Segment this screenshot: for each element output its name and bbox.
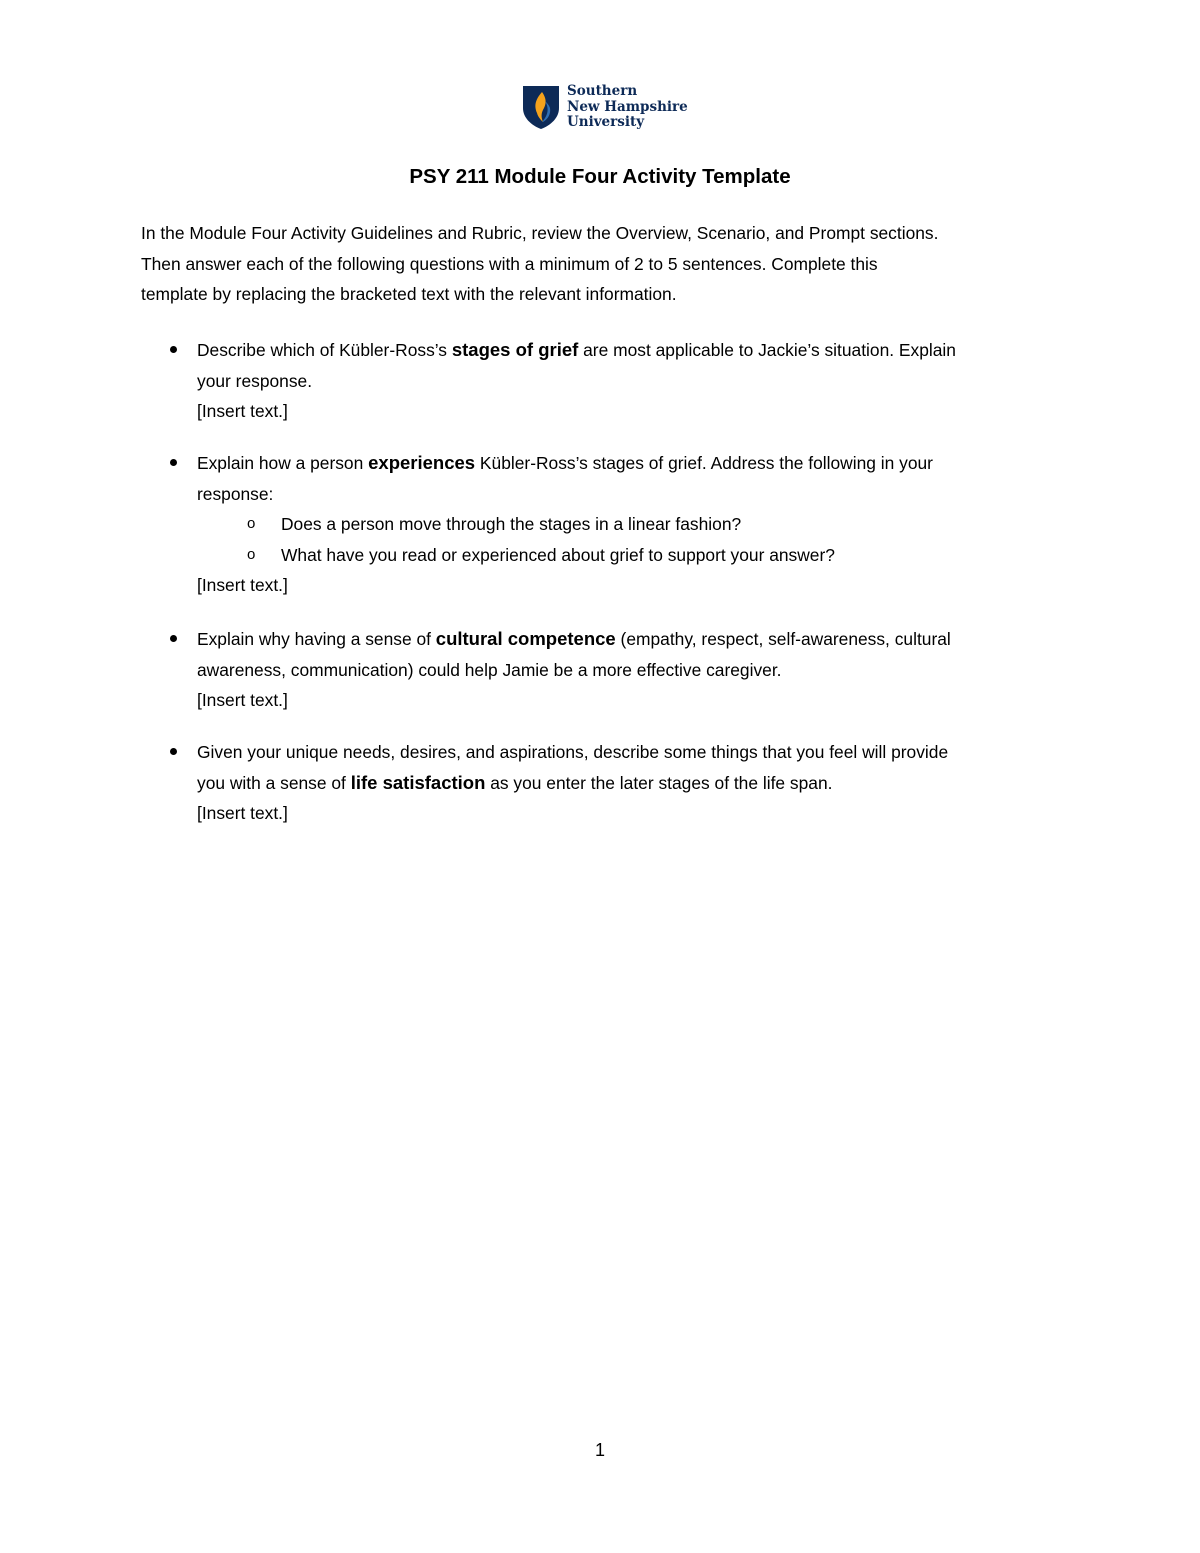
insert-text-placeholder[interactable]: [Insert text.] xyxy=(197,803,288,823)
question-text: (empathy, respect, self-awareness, cultural xyxy=(615,629,951,649)
sub-question-text: Does a person move through the stages in a linear fashion? xyxy=(281,514,742,534)
logo-line-1: Southern xyxy=(567,83,638,99)
logo-wordmark xyxy=(567,84,688,131)
question-4-line-2 xyxy=(197,768,1077,799)
sub-question-1 xyxy=(197,509,1077,540)
insert-text-placeholder[interactable]: [Insert text.] xyxy=(197,575,288,595)
page-number: 1 xyxy=(594,1440,605,1460)
intro-line-2: Then answer each of the following questions with a minimum of 2 to 5 sentences. Complete this xyxy=(141,253,878,274)
question-text: Explain why having a sense of xyxy=(197,629,436,649)
intro-line-3: template by replacing the bracketed text with the relevant information. xyxy=(141,284,677,304)
document-title: PSY 211 Module Four Activity Template xyxy=(409,165,791,188)
question-1 xyxy=(197,335,1077,427)
question-2 xyxy=(197,448,1077,601)
question-text: as you enter the later stages of the life span. xyxy=(485,772,833,793)
question-2-line-1 xyxy=(197,448,1077,479)
question-3-line-2: awareness, communication) could help Jamie be a more effective caregiver. xyxy=(197,659,782,680)
hollow-bullet-icon: o xyxy=(247,515,256,532)
question-keyword: stages of grief xyxy=(451,339,579,360)
bullet-icon xyxy=(170,346,177,353)
question-text: Describe which of Kübler-Ross’s xyxy=(197,340,452,360)
bullet-icon xyxy=(170,748,177,755)
question-text: Kübler-Ross’s stages of grief. Address the following in your xyxy=(475,453,933,473)
snhu-shield-flame-icon xyxy=(521,84,561,130)
logo-line-2: New Hampshire xyxy=(567,98,688,115)
question-1-line-2: your response. xyxy=(197,370,313,391)
question-3 xyxy=(197,624,1077,716)
sub-question-2 xyxy=(197,540,1077,571)
bullet-icon xyxy=(170,459,177,466)
snhu-logo xyxy=(521,84,691,132)
question-4-line-1: Given your unique needs, desires, and aspirations, describe some things that you feel will provide xyxy=(197,742,949,762)
question-1-line-1 xyxy=(197,335,1077,366)
question-keyword: experiences xyxy=(368,452,476,473)
insert-text-placeholder[interactable]: [Insert text.] xyxy=(197,690,288,710)
question-2-line-2: response: xyxy=(197,483,274,504)
bullet-icon xyxy=(170,635,177,642)
sub-question-text: What have you read or experienced about grief to support your answer? xyxy=(281,544,835,565)
question-4 xyxy=(197,737,1077,829)
question-keyword: life satisfaction xyxy=(350,771,486,793)
insert-text-placeholder[interactable]: [Insert text.] xyxy=(197,401,288,421)
question-keyword: cultural competence xyxy=(435,628,616,649)
question-text: you with a sense of xyxy=(197,772,351,793)
question-3-line-1 xyxy=(197,624,1077,655)
logo-line-3: University xyxy=(567,114,645,130)
intro-line-1: In the Module Four Activity Guidelines and Rubric, review the Overview, Scenario, and Prompt sections. xyxy=(141,223,939,243)
hollow-bullet-icon: o xyxy=(247,545,256,563)
question-text: Explain how a person xyxy=(197,453,369,473)
intro-paragraph xyxy=(141,218,1071,310)
question-text: are most applicable to Jackie’s situation. Explain xyxy=(578,340,956,360)
